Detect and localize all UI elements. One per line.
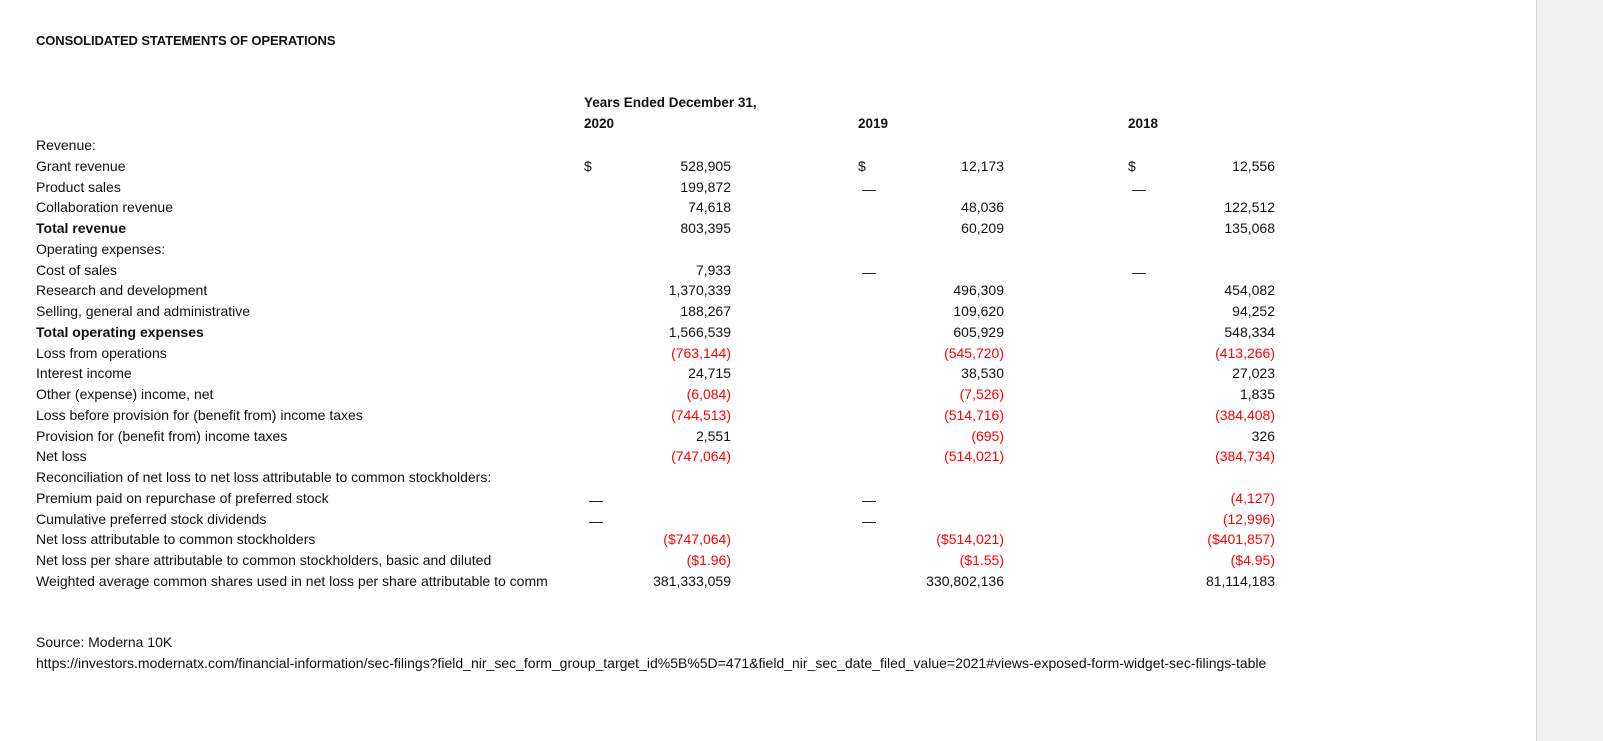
value-cell: (695): [971, 428, 1004, 444]
year-header-2019: 2019: [858, 116, 889, 131]
value-cell: ($514,021): [936, 531, 1004, 547]
value-cell: 74,618: [688, 199, 731, 215]
value-cell: 326: [1251, 428, 1275, 444]
row-label: Weighted average common shares used in net loss per share attributable to comm: [36, 573, 548, 589]
value-cell: ($1.96): [686, 552, 731, 568]
value-cell: ($1.55): [959, 552, 1004, 568]
value-cell: (413,266): [1215, 345, 1275, 361]
year-header-2020: 2020: [584, 116, 615, 131]
row-label: Revenue:: [36, 137, 96, 153]
value-cell: (4,127): [1230, 490, 1275, 506]
value-cell: 1,566,539: [668, 324, 731, 340]
currency-symbol: $: [584, 158, 592, 174]
row-label: Operating expenses:: [36, 241, 166, 257]
zero-marker: —: [862, 513, 876, 529]
row-label: Product sales: [36, 179, 121, 195]
value-cell: (384,734): [1215, 448, 1275, 464]
row-label: Interest income: [36, 365, 132, 381]
row-label: Net loss per share attributable to common stockholders, basic and diluted: [36, 552, 492, 568]
row-label: Net loss: [36, 448, 87, 464]
row-label: Cost of sales: [36, 262, 117, 278]
value-cell: 109,620: [953, 303, 1004, 319]
currency-symbol: $: [1128, 158, 1136, 174]
zero-marker: —: [862, 181, 876, 197]
value-cell: 60,209: [961, 220, 1004, 236]
zero-marker: —: [862, 264, 876, 280]
row-label: Reconciliation of net loss to net loss attributable to common stockholders:: [36, 469, 492, 485]
zero-marker: —: [1132, 181, 1146, 197]
row-label: Selling, general and administrative: [36, 303, 251, 319]
row-label: Research and development: [36, 282, 208, 298]
row-label: Grant revenue: [36, 158, 126, 174]
source-url[interactable]: https://investors.modernatx.com/financial-information/sec-filings?field_nir_sec_form_group_target_id%5B%5D=471&field_nir_sec_date_filed_value=2021#views-exposed-form-widget-sec-filings-table: [36, 655, 1267, 671]
row-label: Total operating expenses: [36, 324, 204, 340]
row-label: Collaboration revenue: [36, 199, 173, 215]
value-cell: 7,933: [695, 262, 731, 278]
value-cell: 94,252: [1232, 303, 1275, 319]
row-label: Net loss attributable to common stockholders: [36, 531, 316, 547]
value-cell: (514,021): [944, 448, 1004, 464]
value-cell: (747,064): [671, 448, 731, 464]
side-panel: [1536, 0, 1603, 741]
value-cell: (545,720): [944, 345, 1004, 361]
value-cell: 38,530: [961, 365, 1004, 381]
value-cell: 1,370,339: [668, 282, 731, 298]
value-cell: 27,023: [1232, 365, 1275, 381]
value-cell: (6,084): [686, 386, 731, 402]
value-cell: 330,802,136: [926, 573, 1004, 589]
value-cell: 48,036: [961, 199, 1004, 215]
zero-marker: —: [1132, 264, 1146, 280]
value-cell: (12,996): [1222, 511, 1275, 527]
value-cell: (384,408): [1215, 407, 1275, 423]
value-cell: 12,556: [1232, 158, 1275, 174]
value-cell: 454,082: [1224, 282, 1275, 298]
value-cell: (514,716): [944, 407, 1004, 423]
value-cell: 199,872: [680, 179, 731, 195]
source-label: Source: Moderna 10K: [36, 634, 173, 650]
value-cell: 548,334: [1224, 324, 1275, 340]
value-cell: ($4.95): [1230, 552, 1275, 568]
row-label: Cumulative preferred stock dividends: [36, 511, 267, 527]
value-cell: (744,513): [671, 407, 731, 423]
value-cell: 188,267: [680, 303, 731, 319]
row-label: Loss from operations: [36, 345, 167, 361]
value-cell: 81,114,183: [1205, 573, 1275, 589]
value-cell: 2,551: [695, 428, 731, 444]
value-cell: 381,333,059: [653, 573, 731, 589]
value-cell: ($747,064): [663, 531, 731, 547]
value-cell: ($401,857): [1207, 531, 1275, 547]
row-label: Provision for (benefit from) income taxes: [36, 428, 288, 444]
value-cell: 24,715: [688, 365, 731, 381]
value-cell: 496,309: [953, 282, 1004, 298]
row-label: Total revenue: [36, 220, 126, 236]
value-cell: (7,526): [959, 386, 1004, 402]
value-cell: 12,173: [961, 158, 1004, 174]
value-cell: 528,905: [680, 158, 731, 174]
statement-title: CONSOLIDATED STATEMENTS OF OPERATIONS: [36, 33, 336, 48]
value-cell: 605,929: [953, 324, 1004, 340]
year-header-2018: 2018: [1128, 116, 1159, 131]
row-label: Other (expense) income, net: [36, 386, 214, 402]
zero-marker: —: [589, 492, 603, 508]
row-label: Loss before provision for (benefit from) income taxes: [36, 407, 363, 423]
period-header: Years Ended December 31,: [584, 95, 757, 110]
row-label: Premium paid on repurchase of preferred stock: [36, 490, 329, 506]
value-cell: 135,068: [1224, 220, 1275, 236]
zero-marker: —: [862, 492, 876, 508]
value-cell: 122,512: [1224, 199, 1275, 215]
zero-marker: —: [589, 513, 603, 529]
currency-symbol: $: [858, 158, 866, 174]
value-cell: 1,835: [1239, 386, 1275, 402]
value-cell: (763,144): [671, 345, 731, 361]
value-cell: 803,395: [680, 220, 731, 236]
